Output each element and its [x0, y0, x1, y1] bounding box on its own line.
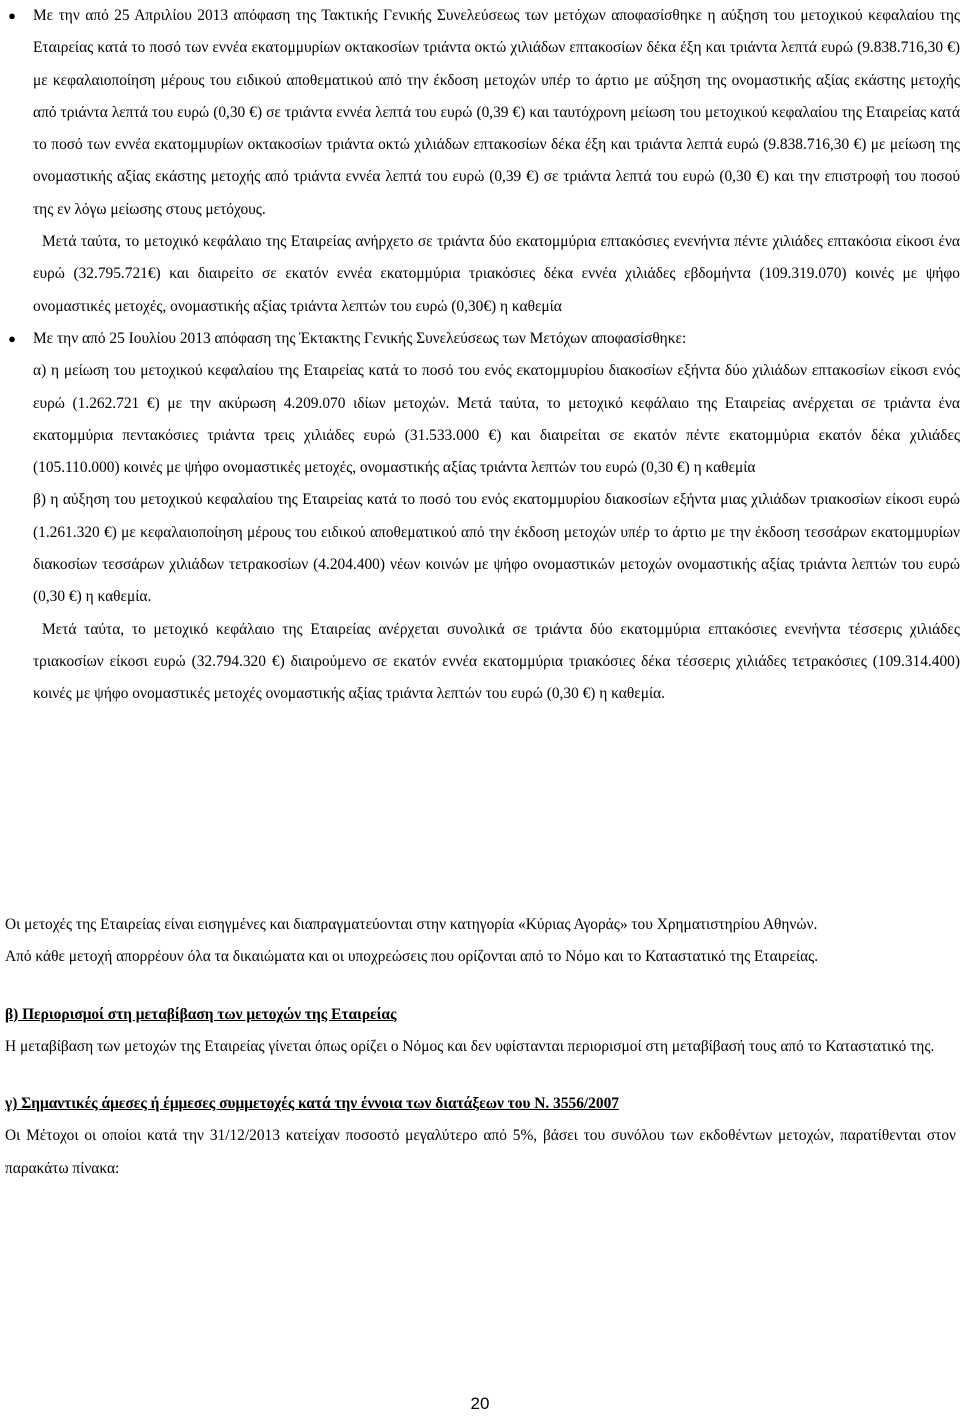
paragraph-july-increase: β) η αύξηση του μετοχικού κεφαλαίου της Εταιρείας κατά το ποσό του ενός εκατομμυρίου διακοσίων εξήντα μιας χιλιάδων τριακοσίων είκοσι ευρώ (1.261.320 €) με κεφαλαιοποίηση μέρους του ειδικού αποθεματικού από την έκδοση μετοχών υπέρ το άρτιο με την έκδοση τεσσάρων εκατομμυρίων διακοσίων τεσσάρων χιλιάδων τετρακοσίων (4.204.400) νέων κοινών με ψήφο ονομαστικών μετοχών ονομαστικής αξίας τριάντα λεπτών του ευρώ (0,30 €) η καθεμία. [33, 491, 960, 606]
main-content [5, 909, 956, 1185]
paragraph-rights: Από κάθε μετοχή απορρέουν όλα τα δικαιώματα και οι υποχρεώσεις που ορίζονται από το Νόμο και το Καταστατικό της Εταιρείας. [5, 948, 819, 966]
paragraph-april-result: Μετά ταύτα, το μετοχικό κεφάλαιο της Εταιρείας ανήρχετο σε τριάντα δύο εκατομμύρια επτακόσιες ενενήντα πέντε χιλιάδες επτακόσια είκοσι ένα ευρώ (32.795.721€) και διαιρείτο σε εκατόν εννέα εκατομμύρια τριακόσιες δέκα εννέα χιλιάδες εβδομήντα (109.319.070) κοινές με ψήφο ονομαστικές μετοχές, ονομαστικής αξίας τριάντα λεπτών του ευρώ (0,30€) η καθεμία [33, 233, 960, 315]
bullet-dot-icon: ● [8, 8, 16, 23]
bullet-dot-icon: ● [8, 330, 16, 346]
paragraph-listing: Οι μετοχές της Εταιρείας είναι εισηγμένες και διαπραγματεύονται στην κατηγορία «Κύριας Αγοράς» του Χρηματιστηρίου Αθηνών. [5, 916, 818, 933]
bullet-item-july-decision [5, 323, 960, 711]
section-heading-significant-holdings: γ) Σημαντικές άμεσες ή έμμεσες συμμετοχές κατά την έννοια των διατάξεων του Ν. 3556/2007 [5, 1095, 619, 1113]
paragraph-shareholders: Οι Μέτοχοι οι οποίοι κατά την 31/12/2013 κατείχαν ποσοστό μεγαλύτερο από 5%, βάσει του συνόλου των εκδοθέντων μετοχών, παρατίθενται στον παρακάτω πίνακα: [5, 1127, 956, 1177]
bullet-list [5, 0, 960, 711]
paragraph-july-intro: Με την από 25 Ιουλίου 2013 απόφαση της Έκτακτης Γενικής Συνελεύσεως των Μετόχων αποφασίσθηκε: [33, 329, 687, 347]
spacer [5, 1063, 956, 1088]
section-heading-transfer-restrictions: β) Περιορισμοί στη μεταβίβαση των μετοχών της Εταιρείας [5, 1005, 397, 1023]
bullet-item-april-decision [5, 0, 960, 323]
paragraph-april-capital-change: Με την από 25 Απριλίου 2013 απόφαση της Τακτικής Γενικής Συνελεύσεως των μετόχων αποφασίσθηκε η αύξηση του μετοχικού κεφαλαίου της Εταιρείας κατά το ποσό των εννέα εκατομμυρίων οκτακοσίων τριάντα οκτώ χιλιάδων επτακοσίων δέκα έξη και τριάντα λεπτά ευρώ (9.838.716,30 €) με κεφαλαιοποίηση μέρους του ειδικού αποθεματικού από την έκδοση μετοχών υπέρ το άρτιο με αύξηση της ονομαστικής αξίας εκάστης μετοχής από τριάντα λεπτά του ευρώ (0,30 €) σε τριάντα εννέα λεπτά του ευρώ (0,39 €) και ταυτόχρονη μείωση του μετοχικού κεφαλαίου της Εταιρείας κατά το ποσό των εννέα εκατομμυρίων οκτακοσίων τριάντα οκτώ χιλιάδων επτακοσίων δέκα έξη και τριάντα λεπτά ευρώ (9.838.716,30 €) με μείωση της ονομαστικής αξίας εκάστης μετοχής από τριάντα εννέα λεπτά του ευρώ (0,39 €) σε τριάντα λεπτά του ευρώ (0,30 €) και την επιστροφή του ποσού της εν λόγω μείωσης στους μετόχους. [33, 7, 960, 218]
paragraph-july-reduction: α) η μείωση του μετοχικού κεφαλαίου της Εταιρείας κατά το ποσό του ενός εκατομμυρίου διακοσίων εξήντα δύο χιλιάδων επτακοσίων είκοσι ενός ευρώ (1.262.721 €) με την ακύρωση 4.209.070 ιδίων μετοχών. Μετά ταύτα, το μετοχικό κεφάλαιο της Εταιρείας ανέρχεται σε τριάντα ένα εκατομμύρια πεντακόσιες τριάντα τρεις χιλιάδες ευρώ (31.533.000 €) και διαιρείται σε εκατόν πέντε εκατομμύρια εκατόν δέκα χιλιάδες (105.110.000) κοινές με ψήφο ονομαστικές μετοχές, ονομαστικής αξίας τριάντα λεπτών του ευρώ (0,30 €) η καθεμία [33, 362, 960, 477]
spacer [5, 974, 956, 999]
paragraph-july-result: Μετά ταύτα, το μετοχικό κεφάλαιο της Εταιρείας ανέρχεται συνολικά σε τριάντα δύο εκατομμύρια επτακόσιες ενενήντα τέσσερις χιλιάδες τριακοσίων είκοσι ευρώ (32.794.320 €) διαιρούμενο σε εκατόν εννέα εκατομμύρια τριακόσιες δέκα τέσσερις χιλιάδες τετρακόσιες (109.314.400) κοινές με ψήφο ονομαστικές μετοχές ονομαστικής αξίας τριάντα λεπτών του ευρώ (0,30 €) η καθεμία. [33, 620, 960, 703]
paragraph-transfer: Η μεταβίβαση των μετοχών της Εταιρείας γίνεται όπως ορίζει ο Νόμος και δεν υφίστανται περιορισμοί στη μεταβίβασή τους από το Καταστατικό της. [5, 1037, 935, 1055]
page-number: 20 [470, 1394, 490, 1413]
